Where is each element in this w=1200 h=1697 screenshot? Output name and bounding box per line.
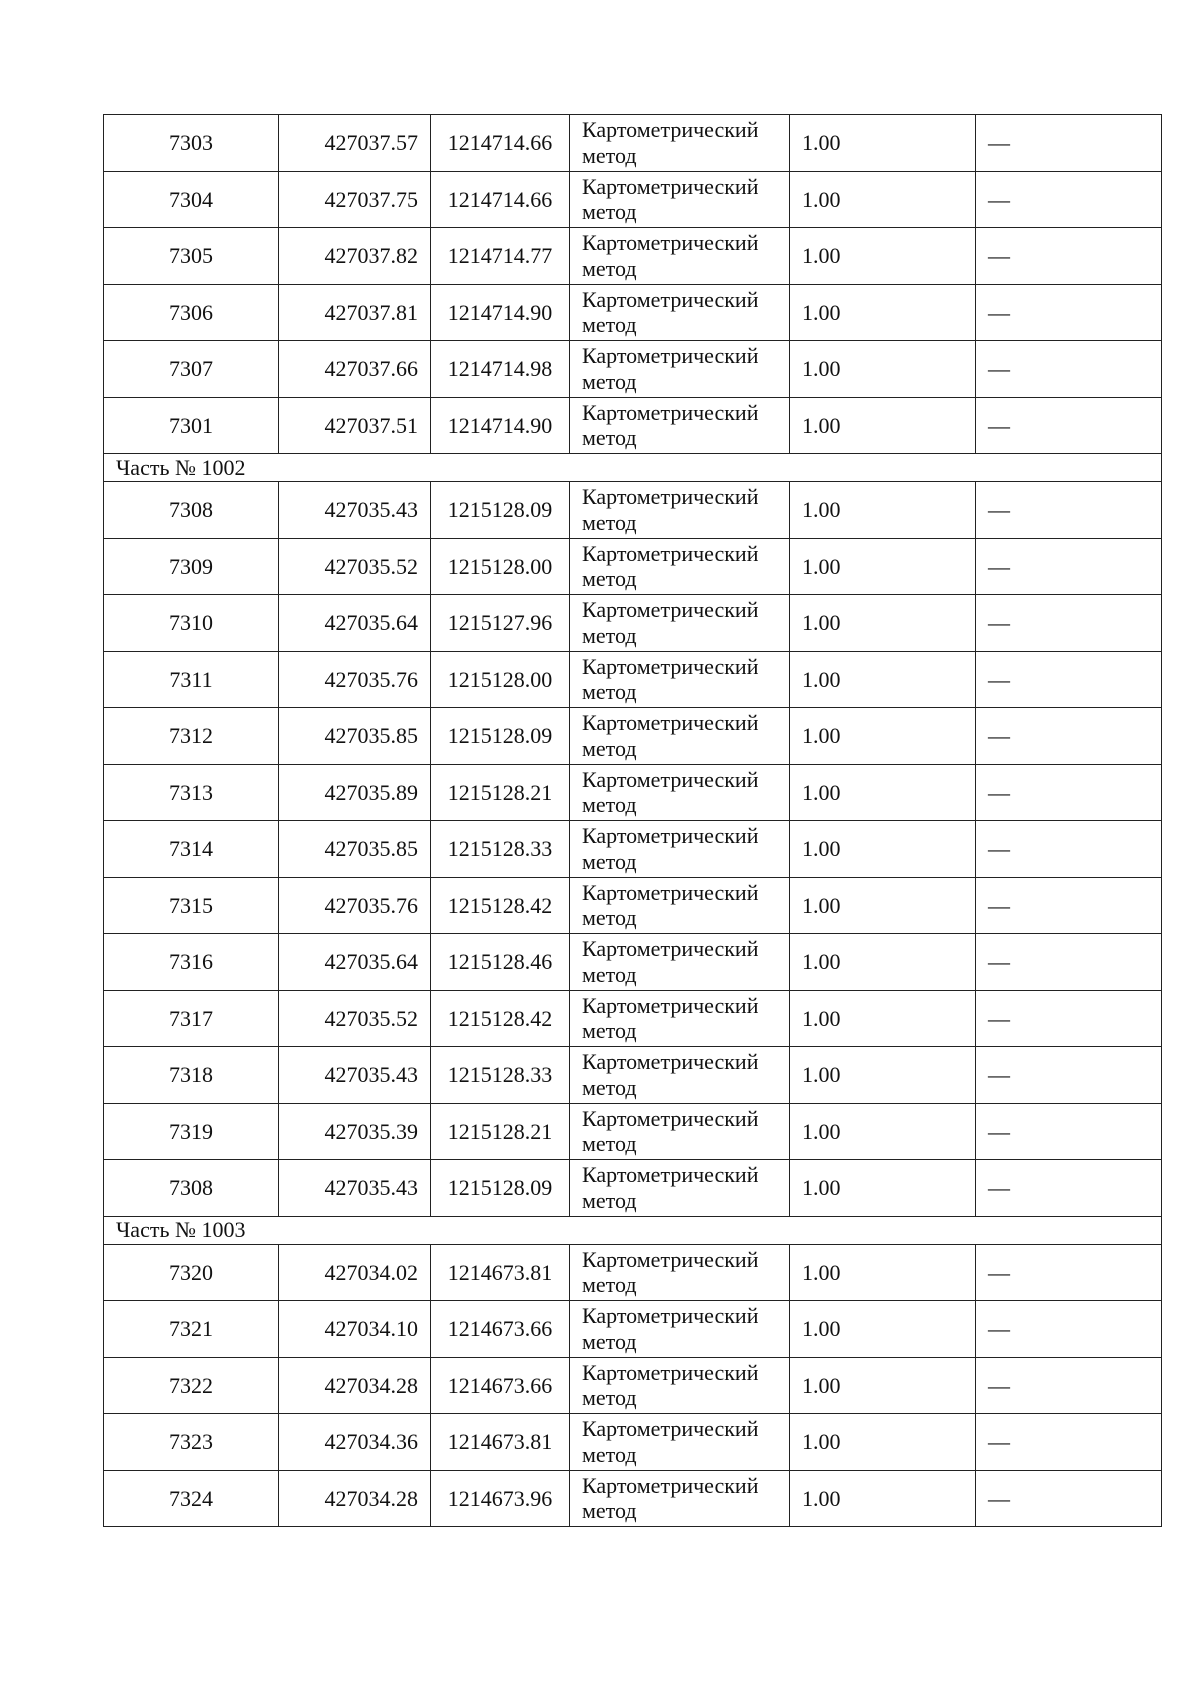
y-coordinate-cell: 1215128.21 — [431, 764, 570, 821]
note-cell: — — [976, 877, 1162, 934]
x-coordinate-cell: 427035.43 — [279, 1047, 431, 1104]
x-coordinate-cell: 427035.85 — [279, 708, 431, 765]
method-cell: Картометрический метод — [570, 228, 790, 285]
table-row — [104, 397, 1162, 454]
note-cell: — — [976, 341, 1162, 398]
note-cell: — — [976, 990, 1162, 1047]
y-coordinate-cell: 1215128.09 — [431, 482, 570, 539]
x-coordinate-cell: 427035.43 — [279, 482, 431, 539]
table-row — [104, 1301, 1162, 1358]
table-row — [104, 651, 1162, 708]
method-cell: Картометрический метод — [570, 934, 790, 991]
note-cell: — — [976, 1470, 1162, 1527]
part-header-row — [104, 454, 1162, 482]
method-cell: Картометрический метод — [570, 708, 790, 765]
x-coordinate-cell: 427037.51 — [279, 397, 431, 454]
x-coordinate-cell: 427035.76 — [279, 877, 431, 934]
note-cell: — — [976, 228, 1162, 285]
method-cell: Картометрический метод — [570, 651, 790, 708]
x-coordinate-cell: 427035.64 — [279, 595, 431, 652]
x-coordinate-cell: 427037.81 — [279, 284, 431, 341]
note-cell: — — [976, 1103, 1162, 1160]
method-cell: Картометрический метод — [570, 1244, 790, 1301]
point-number-cell: 7310 — [104, 595, 279, 652]
x-coordinate-cell: 427037.66 — [279, 341, 431, 398]
accuracy-cell: 1.00 — [790, 228, 976, 285]
y-coordinate-cell: 1215128.46 — [431, 934, 570, 991]
x-coordinate-cell: 427037.82 — [279, 228, 431, 285]
accuracy-cell: 1.00 — [790, 1244, 976, 1301]
point-number-cell: 7323 — [104, 1414, 279, 1471]
table-row — [104, 1414, 1162, 1471]
y-coordinate-cell: 1215127.96 — [431, 595, 570, 652]
method-cell: Картометрический метод — [570, 171, 790, 228]
table-row — [104, 1160, 1162, 1217]
y-coordinate-cell: 1214673.66 — [431, 1357, 570, 1414]
accuracy-cell: 1.00 — [790, 821, 976, 878]
note-cell: — — [976, 651, 1162, 708]
method-cell: Картометрический метод — [570, 821, 790, 878]
table-row — [104, 990, 1162, 1047]
method-cell: Картометрический метод — [570, 877, 790, 934]
accuracy-cell: 1.00 — [790, 1470, 976, 1527]
table-row — [104, 877, 1162, 934]
accuracy-cell: 1.00 — [790, 1103, 976, 1160]
y-coordinate-cell: 1215128.21 — [431, 1103, 570, 1160]
table-row — [104, 341, 1162, 398]
x-coordinate-cell: 427035.52 — [279, 990, 431, 1047]
point-number-cell: 7317 — [104, 990, 279, 1047]
accuracy-cell: 1.00 — [790, 171, 976, 228]
note-cell: — — [976, 482, 1162, 539]
method-cell: Картометрический метод — [570, 538, 790, 595]
point-number-cell: 7311 — [104, 651, 279, 708]
method-cell: Картометрический метод — [570, 482, 790, 539]
accuracy-cell: 1.00 — [790, 990, 976, 1047]
table-row — [104, 1357, 1162, 1414]
note-cell: — — [976, 1047, 1162, 1104]
note-cell: — — [976, 708, 1162, 765]
table-row — [104, 764, 1162, 821]
point-number-cell: 7316 — [104, 934, 279, 991]
table-row — [104, 284, 1162, 341]
method-cell: Картометрический метод — [570, 1470, 790, 1527]
accuracy-cell: 1.00 — [790, 1301, 976, 1358]
y-coordinate-cell: 1214673.66 — [431, 1301, 570, 1358]
table-row — [104, 115, 1162, 172]
x-coordinate-cell: 427034.28 — [279, 1357, 431, 1414]
method-cell: Картометрический метод — [570, 595, 790, 652]
method-cell: Картометрический метод — [570, 1047, 790, 1104]
point-number-cell: 7318 — [104, 1047, 279, 1104]
note-cell: — — [976, 821, 1162, 878]
table-row — [104, 171, 1162, 228]
note-cell: — — [976, 595, 1162, 652]
x-coordinate-cell: 427035.52 — [279, 538, 431, 595]
point-number-cell: 7301 — [104, 397, 279, 454]
table-row — [104, 1244, 1162, 1301]
y-coordinate-cell: 1214673.81 — [431, 1414, 570, 1471]
accuracy-cell: 1.00 — [790, 764, 976, 821]
y-coordinate-cell: 1214714.77 — [431, 228, 570, 285]
note-cell: — — [976, 1160, 1162, 1217]
method-cell: Картометрический метод — [570, 1301, 790, 1358]
note-cell: — — [976, 397, 1162, 454]
method-cell: Картометрический метод — [570, 1414, 790, 1471]
x-coordinate-cell: 427034.02 — [279, 1244, 431, 1301]
accuracy-cell: 1.00 — [790, 877, 976, 934]
note-cell: — — [976, 284, 1162, 341]
note-cell: — — [976, 764, 1162, 821]
y-coordinate-cell: 1214673.81 — [431, 1244, 570, 1301]
table-row — [104, 538, 1162, 595]
point-number-cell: 7303 — [104, 115, 279, 172]
y-coordinate-cell: 1215128.33 — [431, 1047, 570, 1104]
point-number-cell: 7308 — [104, 1160, 279, 1217]
x-coordinate-cell: 427035.64 — [279, 934, 431, 991]
table-row — [104, 1047, 1162, 1104]
point-number-cell: 7304 — [104, 171, 279, 228]
x-coordinate-cell: 427034.28 — [279, 1470, 431, 1527]
point-number-cell: 7322 — [104, 1357, 279, 1414]
note-cell: — — [976, 538, 1162, 595]
x-coordinate-cell: 427035.39 — [279, 1103, 431, 1160]
accuracy-cell: 1.00 — [790, 341, 976, 398]
y-coordinate-cell: 1215128.09 — [431, 1160, 570, 1217]
x-coordinate-cell: 427035.76 — [279, 651, 431, 708]
y-coordinate-cell: 1214714.90 — [431, 284, 570, 341]
x-coordinate-cell: 427034.36 — [279, 1414, 431, 1471]
method-cell: Картометрический метод — [570, 341, 790, 398]
method-cell: Картометрический метод — [570, 990, 790, 1047]
point-number-cell: 7312 — [104, 708, 279, 765]
y-coordinate-cell: 1215128.33 — [431, 821, 570, 878]
y-coordinate-cell: 1214714.90 — [431, 397, 570, 454]
point-number-cell: 7324 — [104, 1470, 279, 1527]
y-coordinate-cell: 1214714.98 — [431, 341, 570, 398]
y-coordinate-cell: 1215128.42 — [431, 877, 570, 934]
point-number-cell: 7306 — [104, 284, 279, 341]
note-cell: — — [976, 1301, 1162, 1358]
method-cell: Картометрический метод — [570, 284, 790, 341]
table-row — [104, 228, 1162, 285]
accuracy-cell: 1.00 — [790, 538, 976, 595]
note-cell: — — [976, 115, 1162, 172]
accuracy-cell: 1.00 — [790, 1414, 976, 1471]
x-coordinate-cell: 427037.57 — [279, 115, 431, 172]
part-label: Часть № 1002 — [104, 454, 1162, 482]
y-coordinate-cell: 1215128.00 — [431, 538, 570, 595]
coordinates-table — [103, 114, 1162, 1527]
table-row — [104, 1470, 1162, 1527]
y-coordinate-cell: 1215128.42 — [431, 990, 570, 1047]
point-number-cell: 7320 — [104, 1244, 279, 1301]
method-cell: Картометрический метод — [570, 1160, 790, 1217]
point-number-cell: 7315 — [104, 877, 279, 934]
y-coordinate-cell: 1214714.66 — [431, 171, 570, 228]
table-row — [104, 595, 1162, 652]
y-coordinate-cell: 1215128.09 — [431, 708, 570, 765]
note-cell: — — [976, 1414, 1162, 1471]
part-label: Часть № 1003 — [104, 1216, 1162, 1244]
table-row — [104, 1103, 1162, 1160]
accuracy-cell: 1.00 — [790, 651, 976, 708]
accuracy-cell: 1.00 — [790, 482, 976, 539]
method-cell: Картометрический метод — [570, 1103, 790, 1160]
method-cell: Картометрический метод — [570, 764, 790, 821]
table-row — [104, 482, 1162, 539]
accuracy-cell: 1.00 — [790, 115, 976, 172]
accuracy-cell: 1.00 — [790, 1357, 976, 1414]
accuracy-cell: 1.00 — [790, 708, 976, 765]
x-coordinate-cell: 427035.85 — [279, 821, 431, 878]
accuracy-cell: 1.00 — [790, 397, 976, 454]
coordinates-table-body — [104, 115, 1162, 1527]
point-number-cell: 7305 — [104, 228, 279, 285]
x-coordinate-cell: 427034.10 — [279, 1301, 431, 1358]
accuracy-cell: 1.00 — [790, 595, 976, 652]
method-cell: Картометрический метод — [570, 397, 790, 454]
accuracy-cell: 1.00 — [790, 1160, 976, 1217]
point-number-cell: 7308 — [104, 482, 279, 539]
method-cell: Картометрический метод — [570, 115, 790, 172]
point-number-cell: 7314 — [104, 821, 279, 878]
y-coordinate-cell: 1215128.00 — [431, 651, 570, 708]
point-number-cell: 7309 — [104, 538, 279, 595]
note-cell: — — [976, 1244, 1162, 1301]
table-row — [104, 821, 1162, 878]
table-row — [104, 708, 1162, 765]
x-coordinate-cell: 427035.89 — [279, 764, 431, 821]
x-coordinate-cell: 427037.75 — [279, 171, 431, 228]
method-cell: Картометрический метод — [570, 1357, 790, 1414]
accuracy-cell: 1.00 — [790, 934, 976, 991]
table-row — [104, 934, 1162, 991]
accuracy-cell: 1.00 — [790, 1047, 976, 1104]
note-cell: — — [976, 1357, 1162, 1414]
x-coordinate-cell: 427035.43 — [279, 1160, 431, 1217]
point-number-cell: 7307 — [104, 341, 279, 398]
point-number-cell: 7321 — [104, 1301, 279, 1358]
y-coordinate-cell: 1214714.66 — [431, 115, 570, 172]
point-number-cell: 7319 — [104, 1103, 279, 1160]
part-header-row — [104, 1216, 1162, 1244]
y-coordinate-cell: 1214673.96 — [431, 1470, 570, 1527]
accuracy-cell: 1.00 — [790, 284, 976, 341]
note-cell: — — [976, 934, 1162, 991]
point-number-cell: 7313 — [104, 764, 279, 821]
note-cell: — — [976, 171, 1162, 228]
